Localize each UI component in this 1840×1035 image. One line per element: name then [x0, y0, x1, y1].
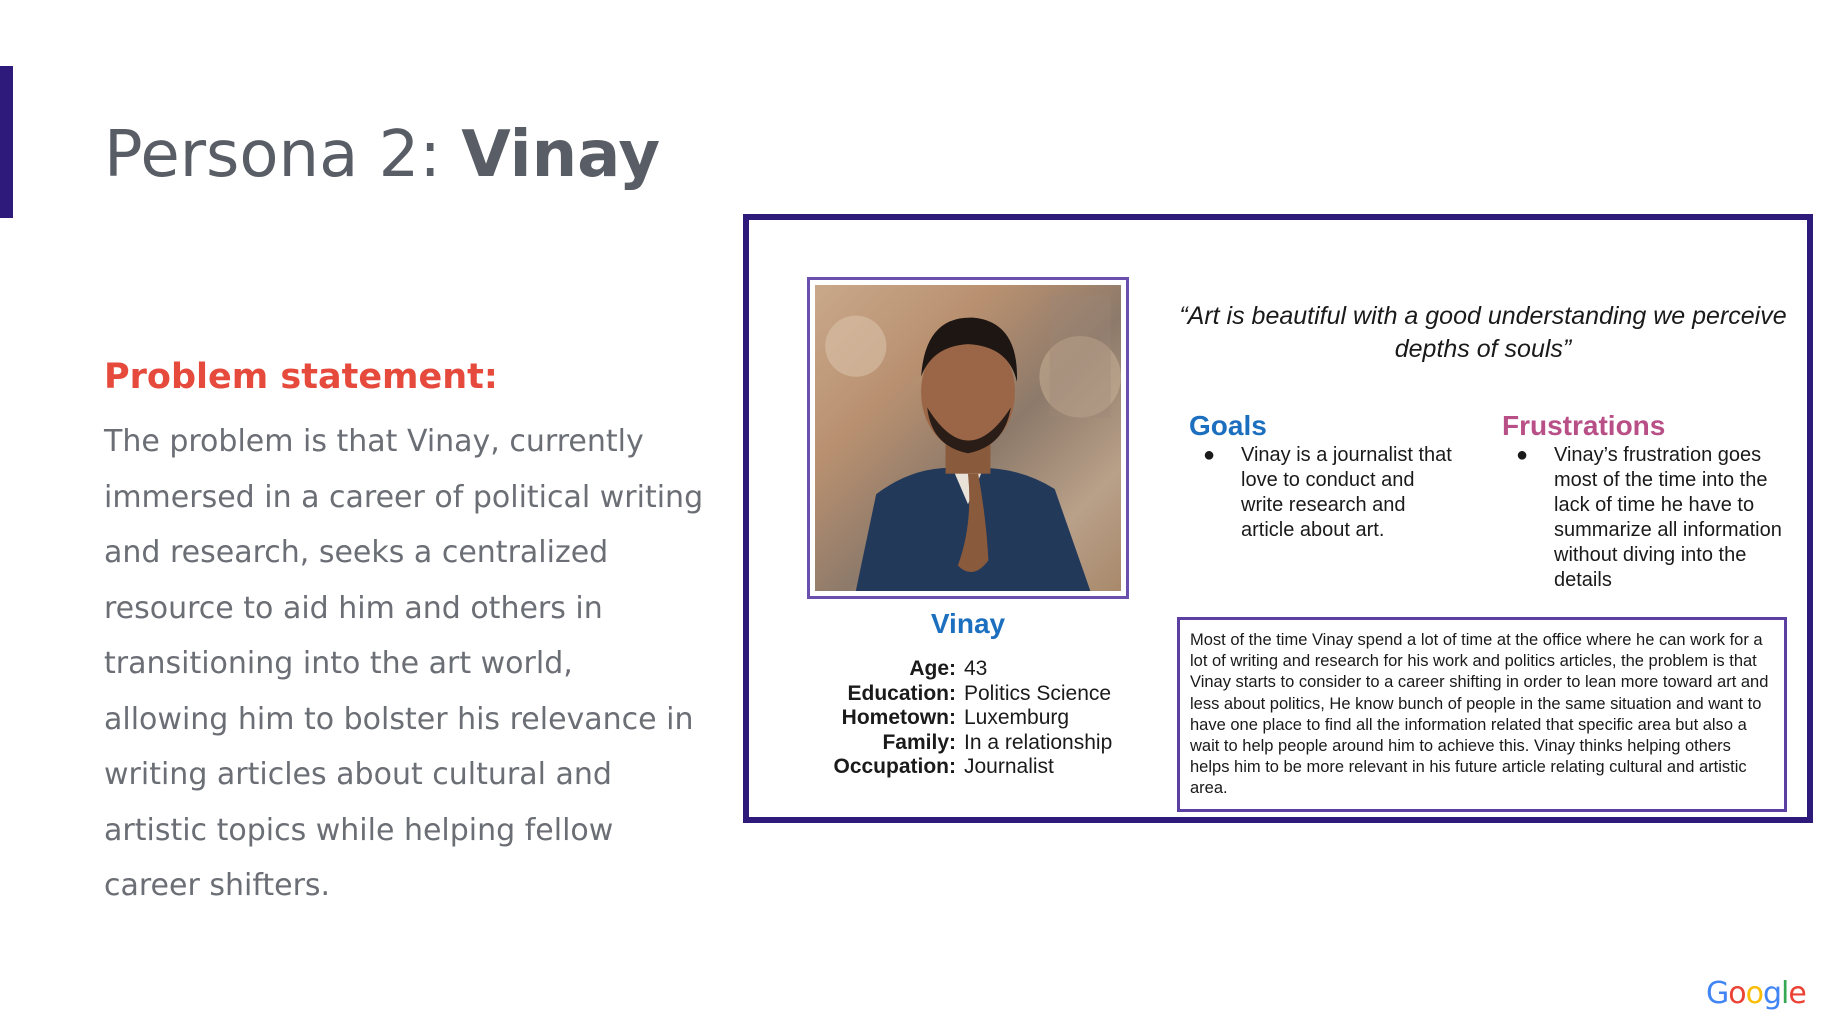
logo-letter: l [1781, 976, 1789, 1011]
detail-row-education [807, 682, 1129, 707]
problem-statement-body: The problem is that Vinay, currently immersed in a career of political writing and research, seeks a centralized resource to aid him and others in transitioning into the art world, allowing him to bolster his relevance in writing articles about cultural and artistic topics while helping fellow career shifters. [104, 424, 704, 903]
problem-statement-heading: Problem statement: [104, 357, 498, 397]
title-name: Vinay [461, 118, 661, 192]
goals-list [1189, 443, 1459, 543]
list-item [1189, 443, 1459, 543]
bullet-icon: ● [1203, 444, 1216, 466]
detail-label: Hometown: [841, 706, 956, 729]
detail-row-occupation [807, 755, 1129, 780]
logo-letter: o [1728, 976, 1746, 1011]
persona-name: Vinay [930, 608, 1006, 639]
frustrations-list [1502, 443, 1792, 593]
detail-value: Politics Science [964, 681, 1112, 705]
logo-letter: G [1706, 976, 1729, 1011]
detail-row-family [807, 731, 1129, 756]
detail-label: Occupation: [833, 755, 956, 778]
persona-photo-frame [807, 277, 1129, 599]
persona-quote: “Art is beautiful with a good understanding we perceive depths of souls” [1179, 302, 1787, 363]
title-prefix: Persona 2: [104, 118, 462, 192]
frustration-text: Vinay’s frustration goes most of the time into the lack of time he have to summarize all information without diving into the details [1554, 444, 1782, 591]
persona-details [807, 657, 1129, 780]
detail-label: Age: [909, 657, 956, 680]
google-logo [1706, 976, 1806, 1011]
slide-title [104, 118, 660, 192]
detail-row-age [807, 657, 1129, 682]
persona-card [743, 214, 1813, 823]
detail-label: Family: [882, 730, 956, 754]
logo-letter: g [1762, 976, 1782, 1011]
logo-letter: e [1788, 976, 1806, 1011]
detail-value: Luxemburg [964, 706, 1070, 729]
goals-heading: Goals [1189, 410, 1267, 441]
goal-text: Vinay is a journalist that love to conduct and write research and article about art. [1241, 444, 1452, 541]
persona-summary: Most of the time Vinay spend a lot of time at the office where he can work for a lot of writing and research for his work and politics articles, the problem is that Vinay starts to consider to a career shifting in order to lean more toward art and less about politics, He know bunch of people in the same situation and want to have one place to find all the information related that specific area but also a wait to help people around him to achieve this. Vinay thinks helping others helps him to be more relevant in his future article relating cultural and artistic area. [1177, 617, 1787, 812]
list-item [1502, 443, 1792, 593]
frustrations-heading: Frustrations [1502, 410, 1666, 441]
detail-value: 43 [964, 657, 988, 680]
detail-row-hometown [807, 706, 1129, 731]
bullet-icon: ● [1516, 444, 1529, 466]
person-illustration [815, 285, 1121, 591]
detail-value: In a relationship [964, 730, 1113, 754]
detail-label: Education: [847, 681, 956, 705]
detail-value: Journalist [964, 755, 1054, 778]
logo-letter: o [1745, 976, 1763, 1011]
persona-photo [815, 285, 1121, 591]
slide-accent-bar [0, 66, 13, 218]
